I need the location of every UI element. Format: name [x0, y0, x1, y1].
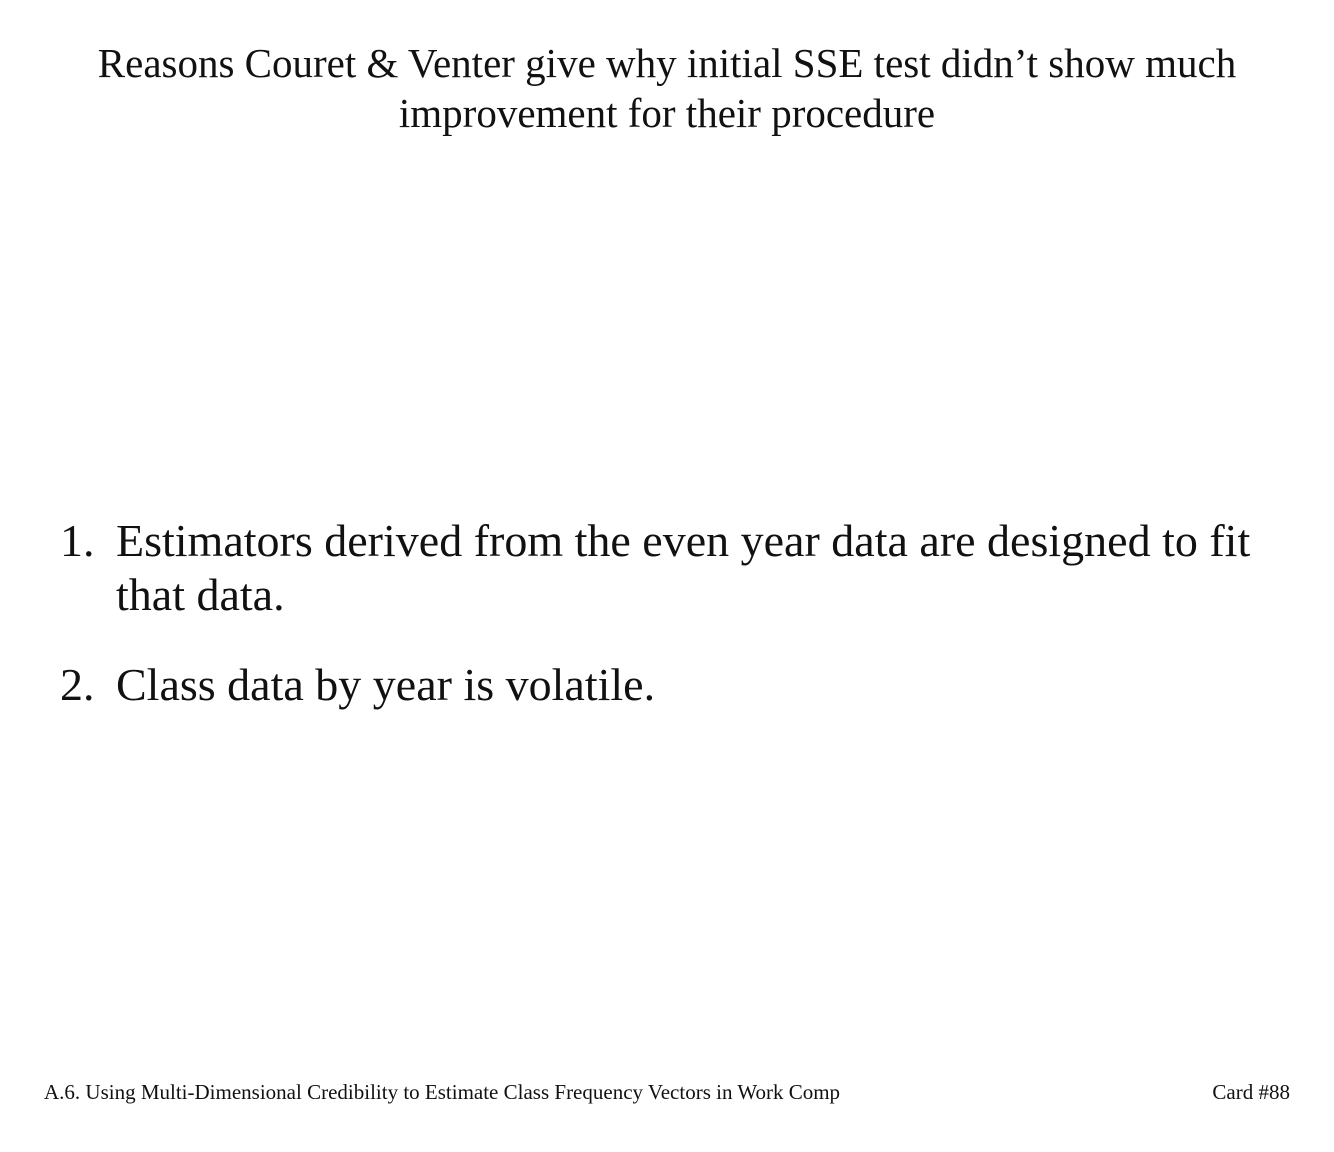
item-text: Class data by year is volatile. — [116, 659, 656, 710]
item-text: Estimators derived from the even year data are designed to fit that data. — [116, 515, 1251, 620]
list-item — [60, 658, 1274, 712]
footer-card-number: Card #88 — [1212, 1080, 1290, 1104]
answer-list — [60, 514, 1274, 748]
card-title: Reasons Couret & Venter give why initial SSE test didn’t show much improvement for their procedure — [97, 40, 1237, 136]
item-number: 1. — [60, 515, 95, 566]
card-footer — [44, 1077, 1290, 1107]
list-item — [60, 514, 1274, 622]
footer-source: A.6. Using Multi-Dimensional Credibility to Estimate Class Frequency Vectors in Work Comp — [44, 1080, 841, 1104]
item-number: 2. — [60, 659, 95, 710]
